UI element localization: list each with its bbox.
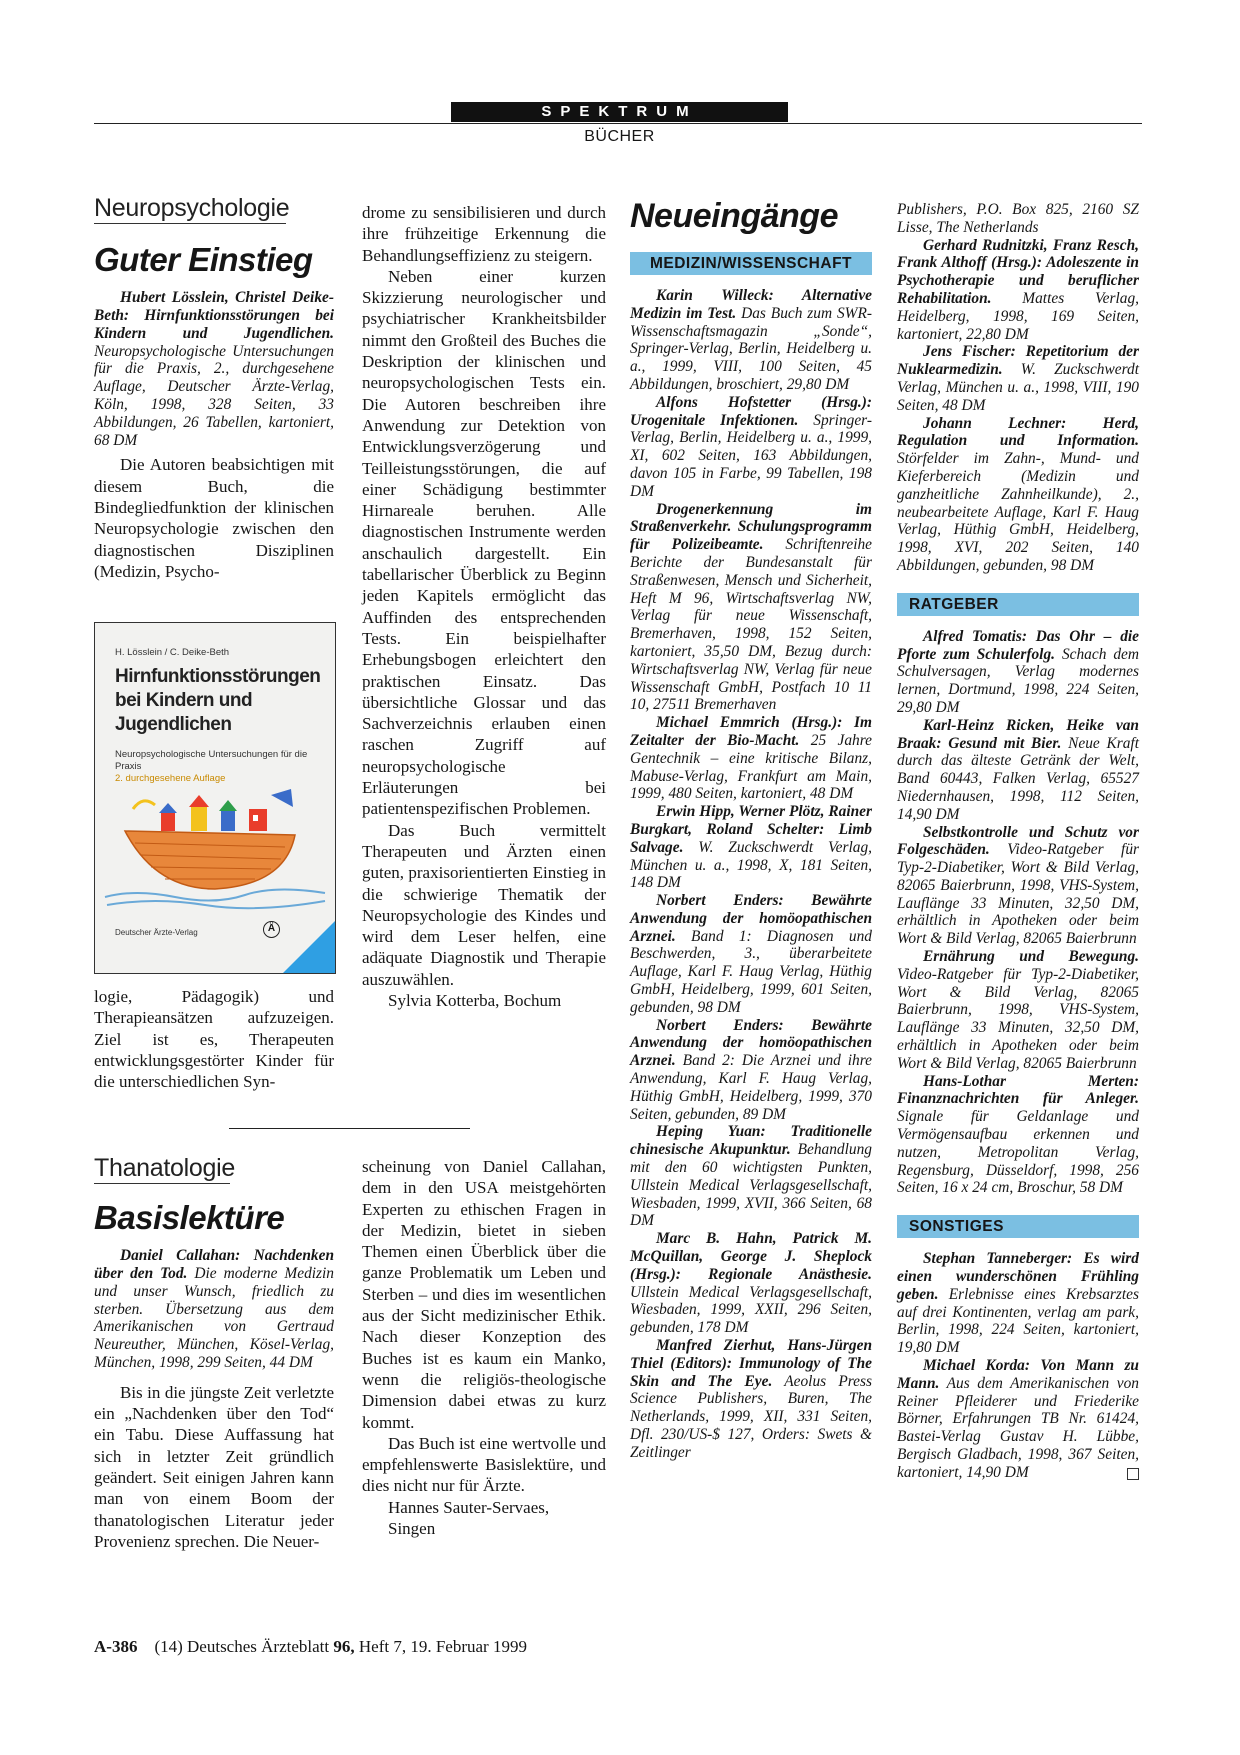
book-entry xyxy=(630,501,872,715)
book-entry xyxy=(630,1123,872,1230)
article1-col1 xyxy=(94,194,334,582)
book-entry xyxy=(897,628,1139,717)
book-entry-title: Alfred Tomatis: Das Ohr – die Pforte zum Schulerfolg. xyxy=(897,627,1139,663)
cover-corner-accent xyxy=(283,921,335,973)
medizin-entries-2 xyxy=(897,237,1139,575)
book-entry-details: 25 Jahre Gentechnik – eine kritische Bilanz, Mabuse-Verlag, Frankfurt am Main, 1999, 480 Seiten, kartoniert, 48 DM xyxy=(630,731,872,803)
book-entry xyxy=(630,287,872,394)
book-entry xyxy=(897,717,1139,824)
neueingaenge-col1 xyxy=(630,196,872,1462)
section-banner: SPEKTRUM xyxy=(451,102,788,122)
article2-bib-details: Die moderne Medizin und unser Wunsch, friedlich zu sterben. Übersetzung aus dem Amerikanischen von Gertraud Neureuther, München, Kösel-Verlag, München, 1998, 299 Seiten, 44 DM xyxy=(94,1265,334,1372)
book-entry-title: Karl-Heinz Ricken, Heike van Braak: Gesund mit Bier. xyxy=(897,716,1139,752)
article1-signature: Sylvia Kotterba, Bochum xyxy=(388,990,562,1010)
book-entry xyxy=(630,714,872,803)
section-ratgeber: RATGEBER xyxy=(897,593,1139,616)
book-entry-details: Video-Ratgeber für Typ-2-Diabetiker, Wort & Bild Verlag, 82065 Baierbrunn, 1998, VHS-System, Lauflänge 33 Minuten, 32,50 DM, erhältlich in Apotheken oder beim Wort & Bild Verlag, 82065 Baierbrunn xyxy=(897,965,1139,1072)
article-divider xyxy=(229,1128,470,1129)
book-entry-title: Erwin Hipp, Werner Plötz, Rainer Burgkart, Roland Schelter: Limb Salvage. xyxy=(630,803,872,856)
book-entry xyxy=(630,394,872,501)
article2-paragraph-2: Das Buch ist eine wertvolle und empfehlenswerte Basislektüre, und dies nicht nur für Ärzte. xyxy=(362,1433,606,1496)
book-entry-details: Schach dem Schulversagen, Verlag modernes lernen, Dortmund, 1998, 224 Seiten, 29,80 DM xyxy=(897,645,1139,716)
cover-authors: H. Lösslein / C. Deike-Beth xyxy=(115,647,230,658)
book-entry-title: Marc B. Hahn, Patrick M. McQuillan, George J. Sheplock (Hrsg.): Regionale Anästhesie. xyxy=(630,1230,872,1283)
subsection-label: BÜCHER xyxy=(584,128,655,145)
book-entry xyxy=(897,1357,1139,1482)
page-number: A-386 xyxy=(94,1637,138,1656)
book-entry xyxy=(897,1250,1139,1357)
book-entry-title: Michael Korda: Von Mann zu Mann. xyxy=(897,1357,1139,1392)
book-entry-title: Selbstkontrolle und Schutz vor Folgeschäden. xyxy=(897,823,1139,859)
book-entry xyxy=(630,1017,872,1124)
article1-col2 xyxy=(362,202,606,1011)
book-entry-details: Aus dem Amerikanischen von Reiner Pfleiderer und Friederike Börner, Erfahrungen TB Nr. 61424, Bastei-Verlag Gustav H. Lübbe, Bergisch Gladbach, 1998, 367 Seiten, kartoniert, 14,90 DM xyxy=(897,1374,1139,1481)
article1-headline: Guter Einstieg xyxy=(94,241,313,279)
publisher-logo-icon: Ä xyxy=(263,921,280,938)
cover-edition: 2. durchgesehene Auflage xyxy=(115,773,226,784)
medizin-entry-continued: Publishers, P.O. Box 825, 2160 SZ Lisse, The Netherlands xyxy=(897,201,1139,236)
book-entry xyxy=(630,1230,872,1337)
book-entry xyxy=(897,824,1139,949)
end-mark-icon xyxy=(1127,1468,1139,1480)
book-entry-title: Ernährung und Bewegung. xyxy=(923,948,1139,966)
ratgeber-entries xyxy=(897,628,1139,1198)
cover-publisher: Deutscher Ärzte-Verlag xyxy=(115,928,198,937)
section-sonstiges: SONSTIGES xyxy=(897,1215,1139,1238)
book-entry-details: Störfelder im Zahn-, Mund- und Kieferbereich (Medizin und ganzheitliche Zahnheilkunde), 2., neubearbeitete Auflage, Karl F. Haug Verlag, Hüthig GmbH, Heidelberg, 1998, XVI, 202 Seiten, 140 Abbildungen, gebunden, 98 DM xyxy=(897,450,1139,574)
neueingaenge-col2 xyxy=(897,201,1139,1482)
footer-issue: Heft 7, 19. Februar 1999 xyxy=(358,1637,527,1656)
footer-volume: 96, xyxy=(333,1637,355,1656)
cover-subtitle: Neuropsychologische Untersuchungen für die Praxis xyxy=(115,749,308,772)
book-entry-title: Norbert Enders: Bewährte Anwendung der homöopathischen Arznei. xyxy=(630,892,872,945)
neueingaenge-headline: Neueingänge xyxy=(630,197,838,235)
book-entry-title: Jens Fischer: Repetitorium der Nuklearmedizin. xyxy=(897,343,1139,379)
article2-category: Thanatologie xyxy=(94,1158,230,1184)
book-entry-details: Video-Ratgeber für Typ-2-Diabetiker, Wort & Bild Verlag, 82065 Baierbrunn, 1998, VHS-System, Lauflänge 33 Minuten, 32,50 DM, erhältlich in Apotheken oder beim Wort & Bild Verlag, 82065 Baierbrunn xyxy=(897,841,1139,948)
article2-signature-2: Singen xyxy=(388,1519,436,1539)
book-entry-details: Behandlung mit den 60 wichtigsten Punkten, Ullstein Medical Verlagsgesellschaft, Wiesbaden, 1999, XVII, 366 Seiten, 68 DM xyxy=(630,1141,872,1230)
book-entry-title: Drogenerkennung im Straßenverkehr. Schulungsprogramm für Polizeibeamte. xyxy=(630,500,872,554)
section-medizin-wissenschaft: MEDIZIN/WISSENSCHAFT xyxy=(630,252,872,275)
article1-bib-title: Hubert Lösslein, Christel Deike-Beth: Hirnfunktionsstörungen bei Kindern und Jugendlichen. xyxy=(94,289,334,342)
article1-paragraph-1a: Die Autoren beabsichtigen mit diesem Buch, die Bindegliedfunktion der klinischen Neuropsychologie zwischen den diagnostischen Disziplinen (Medizin, Psycho- xyxy=(94,455,334,581)
medizin-entries xyxy=(630,287,872,1462)
article1-category: Neuropsychologie xyxy=(94,198,286,224)
book-entry-title: Manfred Zierhut, Hans-Jürgen Thiel (Editors): Immunology of The Skin and The Eye. xyxy=(630,1337,872,1390)
article1-paragraph-1c: drome zu sensibilisieren und durch ihre frühzeitige Erkennung die Behandlungseffizienz zu steigern. xyxy=(362,203,606,265)
book-cover-image xyxy=(94,622,336,974)
article1-bibliography xyxy=(94,289,334,449)
book-entry xyxy=(897,343,1139,414)
book-entry-details: Band 1: Diagnosen und Beschwerden, 3., überarbeitete Auflage, Karl F. Haug Verlag, Hüthig GmbH, Heidelberg, 1999, 601 Seiten, gebunden, 98 DM xyxy=(630,927,872,1016)
article1-paragraph-1b: logie, Pädagogik) und Therapieansätzen aufzuzeigen. Ziel ist es, Therapeuten entwicklungsgestörter Kinder für die unterschiedlichen Syn- xyxy=(94,987,334,1092)
book-entry xyxy=(630,892,872,1017)
footer-journal: (14) Deutsches Ärzteblatt xyxy=(154,1637,330,1656)
article1-col1-lower xyxy=(94,986,334,1092)
book-entry xyxy=(897,948,1139,1073)
book-entry-title: Stephan Tanneberger: Es wird einen wunderschönen Frühling geben. xyxy=(897,1250,1139,1303)
article1-bib-details: Neuropsychologische Untersuchungen für die Praxis, 2., durchgesehene Auflage, Deutscher Ärzte-Verlag, Köln, 1998, 328 Seiten, 33 Abbildungen, 26 Tabellen, kartoniert, 68 DM xyxy=(94,342,334,449)
book-entry-details: Neue Kraft durch das älteste Getränk der Welt, Band 60443, Falken Verlag, 65527 Niedernhausen, 1998, 112 Seiten, 14,90 DM xyxy=(897,734,1139,823)
article2-col2 xyxy=(362,1156,606,1539)
book-entry-title: Norbert Enders: Bewährte Anwendung der homöopathischen Arznei. xyxy=(630,1016,872,1070)
cover-title: Hirnfunktionsstörungen bei Kindern und Jugendlichen xyxy=(115,666,321,735)
article2-signature-1: Hannes Sauter-Servaes, xyxy=(388,1497,550,1517)
book-entry-title: Alfons Hofstetter (Hrsg.): Urogenitale Infektionen. xyxy=(630,393,872,429)
book-entry xyxy=(897,415,1139,575)
article1-paragraph-2: Neben einer kurzen Skizzierung neurologischer und psychiatrischer Krankheitsbilder nimmt den Großteil des Buches die Deskription der klinischen und neuropsychologischen Tests ein. Die Autoren beschreiben ihre Anwendung zur Detektion von Entwicklungsverzögerung und Teilleistungsstörungen, die auf einer Schädigung bestimmter Hirnareale beruhen. Alle diagnostischen Instrumente werden anschaulich dargestellt. Ein tabellarischer Überblick zu Beginn jeden Kapitels ermöglicht das Auffinden des entsprechenden Tests. Ein beispielhafter Erhebungsbogen erleichtert den praktischen Einsatz. Das übersichtliche Glossar und das Sachverzeichnis erlauben einen raschen Zugriff auf neuropsychologische Erläuterungen bei patientenspezifischen Problemen. xyxy=(362,266,606,819)
cover-child-drawing xyxy=(95,785,335,915)
book-entry-title: Heping Yuan: Traditionelle chinesische Akupunktur. xyxy=(630,1123,872,1159)
book-entry-title: Johann Lechner: Herd, Regulation und Information. xyxy=(897,414,1139,450)
book-entry-details: W. Zuckschwerdt Verlag, München u. a., 1998, X, 181 Seiten, 148 DM xyxy=(630,838,872,892)
book-entry xyxy=(897,1073,1139,1198)
book-entry-details: Schriftenreihe Berichte der Bundesanstalt für Straßenwesen, Mensch und Sicherheit, Heft M 96, Wirtschaftsverlag NW, Verlag für neue Wissenschaft, Bremerhaven, 1998, 152 Seiten, kartoniert, 35,50 DM, Bezug durch: Wirtschaftsverlag NW, Verlag für neue Wissenschaft GmbH, Postfach 10 11 10, 27511 Bremerhaven xyxy=(630,536,873,714)
book-entry-details: Das Buch zum SWR-Wissenschaftsmagazin „Sonde“, Springer-Verlag, Berlin, Heidelberg u. a., 1999, VIII, 100 Seiten, 45 Abbildungen, broschiert, 29,80 DM xyxy=(630,304,873,393)
book-entry-title: Hans-Lothar Merten: Finanznachrichten für Anleger. xyxy=(897,1072,1139,1108)
book-entry-details: Mattes Verlag, Heidelberg, 1998, 169 Seiten, kartoniert, 22,80 DM xyxy=(897,289,1139,343)
book-entry-details: Ullstein Medical Verlagsgesellschaft, Wiesbaden, 1999, XXII, 296 Seiten, gebunden, 178 DM xyxy=(630,1283,872,1337)
article2-bibliography xyxy=(94,1247,334,1372)
article1-paragraph-3: Das Buch vermittelt Therapeuten und Ärzten einen guten, praxisorientierten Einstieg in die schwierige Thematik der Neuropsychologie des Kindes und wird dem Leser helfen, eine adäquate Diagnostik und Therapie auszuwählen. xyxy=(362,820,606,989)
book-entry-title: Michael Emmrich (Hrsg.): Im Zeitalter der Bio-Macht. xyxy=(630,714,872,749)
article2-paragraph-1a: Bis in die jüngste Zeit verletzte ein „Nachdenken über den Tod“ ein Tabu. Diese Auffassung hat sich in letzter Zeit gründlich geändert. Seit einigen Jahren kann man von einem Boom der thanatologischen Literatur jeder Provenienz sprechen. Die Neuer- xyxy=(94,1382,334,1551)
book-entry-title: Gerhard Rudnitzki, Franz Resch, Frank Althoff (Hrsg.): Adoleszente in Psychotherapie und beruflicher Rehabilitation. xyxy=(897,236,1139,307)
book-entry xyxy=(897,237,1139,344)
page-footer xyxy=(94,1637,527,1657)
book-entry-title: Karin Willeck: Alternative Medizin im Test. xyxy=(630,287,872,322)
book-entry-details: Band 2: Die Arznei und ihre Anwendung, Karl F. Haug Verlag, Hüthig GmbH, Heidelberg, 1999, 370 Seiten, gebunden, 89 DM xyxy=(630,1052,872,1123)
article2-col1 xyxy=(94,1154,334,1552)
book-entry xyxy=(630,803,872,892)
header-rule xyxy=(94,123,1142,124)
book-entry-details: Aeolus Press Science Publishers, Buren, The Netherlands, 1999, XII, 331 Seiten, Dfl. 230/US-$ 127, Orders: Swets & Zeitlinger xyxy=(630,1372,872,1461)
sonstiges-entries xyxy=(897,1250,1139,1481)
article2-paragraph-1b: scheinung von Daniel Callahan, dem in den USA meistgehörten Experten zu ethischen Fragen in der Medizin, bietet in sieben Themen einen Überblick über die ganze Problematik um Leben und Sterben – und dies im wesentlichen aus der Sicht medizinischer Ethik. Nach dieser Konzeption des Buches ist es kaum ein Manko, wenn die religiös-theologische Dimension dabei etwas zu kurz kommt. xyxy=(362,1157,606,1432)
book-entry-details: Springer-Verlag, Berlin, Heidelberg u. a., 1999, XI, 602 Seiten, 163 Abbildungen, davon 105 in Farbe, 99 Tabellen, 198 DM xyxy=(630,411,872,500)
book-entry-details: Erlebnisse eines Krebsarztes auf drei Kontinenten, verlag am park, Berlin, 1998, 224 Seiten, kartoniert, 19,80 DM xyxy=(897,1285,1139,1357)
article2-bib-title: Daniel Callahan: Nachdenken über den Tod. xyxy=(94,1247,334,1283)
book-entry-details: Signale für Geldanlage und Vermögensaufbau erkennen und nutzen, Metropolitan Verlag, Regensburg, Düsseldorf, 1998, 256 Seiten, 16 x 24 cm, Broschur, 58 DM xyxy=(897,1108,1139,1197)
book-entry xyxy=(630,1337,872,1462)
article2-headline: Basislektüre xyxy=(94,1199,285,1237)
book-entry-details: W. Zuckschwerdt Verlag, München u. a., 1998, VIII, 190 Seiten, 48 DM xyxy=(897,361,1139,414)
